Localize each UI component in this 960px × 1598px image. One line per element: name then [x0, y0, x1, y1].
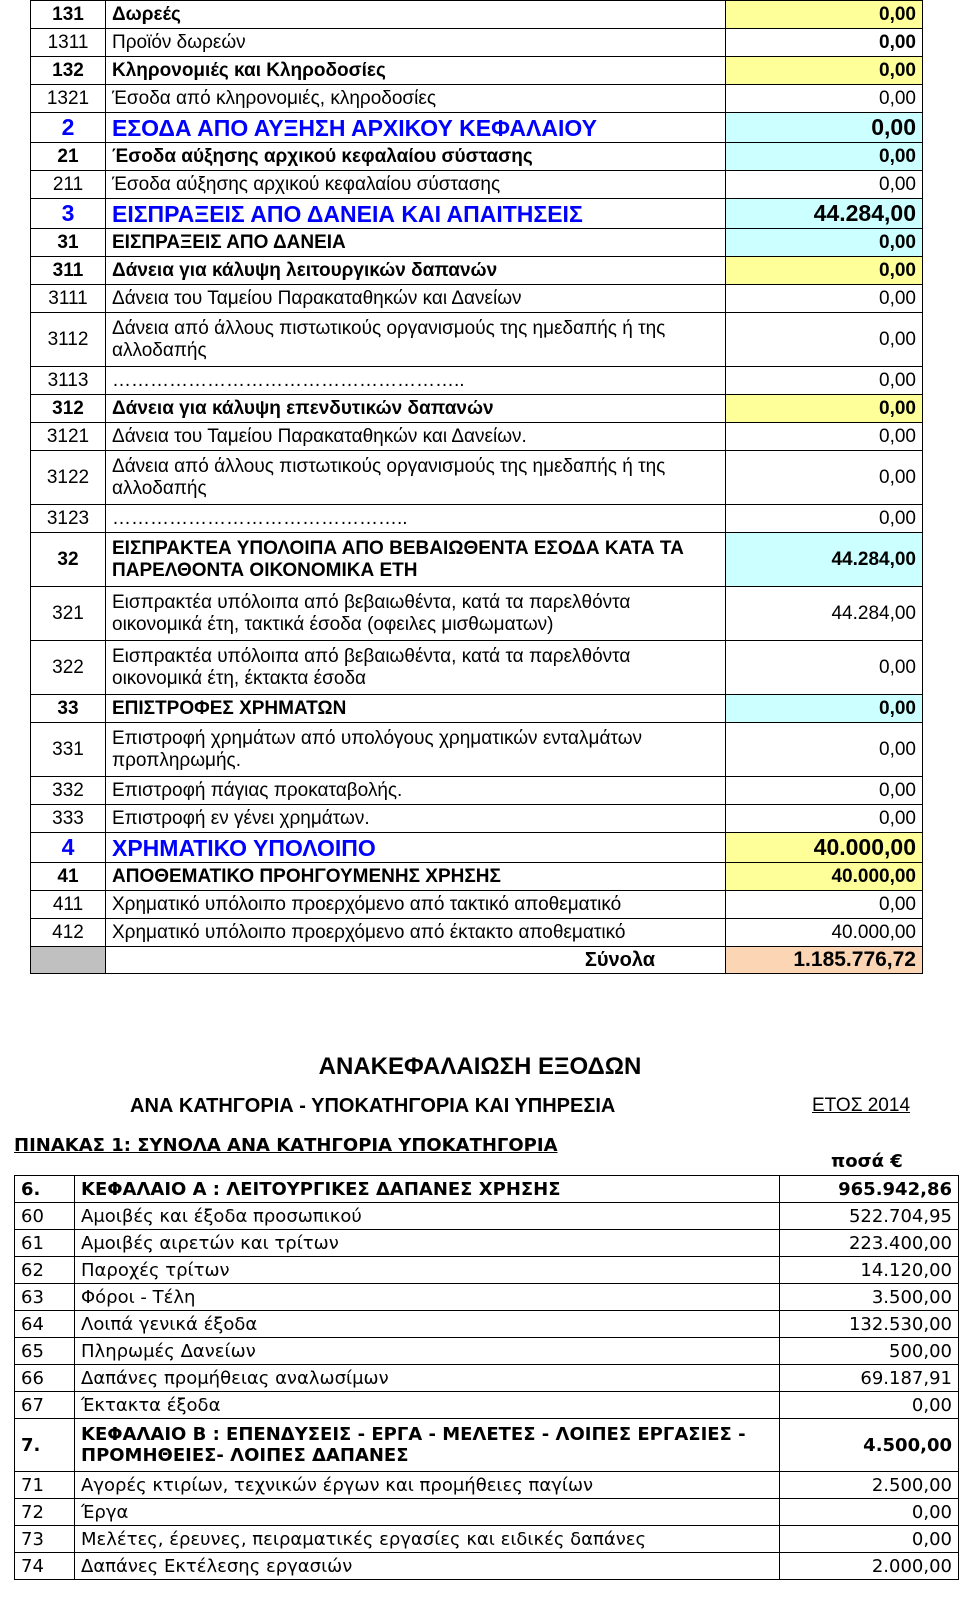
expense-row — [15, 1472, 959, 1499]
revenue-table — [30, 0, 923, 974]
revenue-code: 3123 — [31, 505, 106, 533]
revenue-code: 322 — [31, 641, 106, 695]
revenue-value: 0,00 — [726, 229, 923, 257]
expense-description: Δαπάνες Εκτέλεσης εργασιών — [75, 1553, 780, 1580]
expense-row — [15, 1176, 959, 1203]
expense-code: 61 — [15, 1230, 75, 1257]
revenue-row — [31, 199, 923, 229]
expense-row — [15, 1526, 959, 1553]
revenue-description: Δάνεια του Ταμείου Παρακαταθηκών και Δανείων — [106, 285, 726, 313]
revenue-code: 4 — [31, 833, 106, 863]
revenue-code: 331 — [31, 723, 106, 777]
revenue-description: ΕΠΙΣΤΡΟΦΕΣ ΧΡΗΜΑΤΩΝ — [106, 695, 726, 723]
expense-code: 60 — [15, 1203, 75, 1230]
revenue-description: ΕΙΣΠΡΑΞΕΙΣ ΑΠΟ ΔΑΝΕΙΑ — [106, 229, 726, 257]
revenue-description: ΑΠΟΘΕΜΑΤΙΚΟ ΠΡΟΗΓΟΥΜΕΝΗΣ ΧΡΗΣΗΣ — [106, 863, 726, 891]
expense-description: Αγορές κτιρίων, τεχνικών έργων και προμήθειες παγίων — [75, 1472, 780, 1499]
revenue-value: 0,00 — [726, 113, 923, 143]
expense-description: Έκτακτα έξοδα — [75, 1392, 780, 1419]
revenue-row — [31, 367, 923, 395]
revenue-row — [31, 229, 923, 257]
expense-code: 66 — [15, 1365, 75, 1392]
revenue-value: 0,00 — [726, 891, 923, 919]
revenue-value: 44.284,00 — [726, 533, 923, 587]
revenue-row — [31, 723, 923, 777]
revenue-value: 0,00 — [726, 29, 923, 57]
expense-value: 69.187,91 — [780, 1365, 959, 1392]
revenue-row — [31, 919, 923, 947]
revenue-row — [31, 805, 923, 833]
revenue-description: Επιστροφή πάγιας προκαταβολής. — [106, 777, 726, 805]
revenue-code: 132 — [31, 57, 106, 85]
revenue-code: 312 — [31, 395, 106, 423]
expense-code: 74 — [15, 1553, 75, 1580]
revenue-code: 3112 — [31, 313, 106, 367]
summary-year: ΕΤΟΣ 2014 — [812, 1095, 911, 1116]
revenue-code: 3122 — [31, 451, 106, 505]
revenue-description: ……………………………………………….. — [106, 367, 726, 395]
revenue-row — [31, 833, 923, 863]
expense-row — [15, 1553, 959, 1580]
revenue-description: Χρηματικό υπόλοιπο προερχόμενο από τακτικό αποθεματικό — [106, 891, 726, 919]
expense-row — [15, 1419, 959, 1472]
expense-value: 132.530,00 — [780, 1311, 959, 1338]
expense-value: 0,00 — [780, 1392, 959, 1419]
expense-value: 3.500,00 — [780, 1284, 959, 1311]
revenue-value: 40.000,00 — [726, 863, 923, 891]
revenue-value: 0,00 — [726, 395, 923, 423]
revenue-value: 44.284,00 — [726, 587, 923, 641]
revenue-value: 0,00 — [726, 805, 923, 833]
expense-code: 65 — [15, 1338, 75, 1365]
expense-value: 965.942,86 — [780, 1176, 959, 1203]
expense-row — [15, 1499, 959, 1526]
expense-row — [15, 1257, 959, 1284]
revenue-value: 0,00 — [726, 57, 923, 85]
revenue-value: 40.000,00 — [726, 919, 923, 947]
revenue-row — [31, 171, 923, 199]
revenue-value: 0,00 — [726, 367, 923, 395]
revenue-description: ΕΙΣΠΡΑΚΤΕΑ ΥΠΟΛΟΙΠΑ ΑΠΟ ΒΕΒΑΙΩΘΕΝΤΑ ΕΣΟΔΑ ΚΑΤΑ ΤΑ ΠΑΡΕΛΘΟΝΤΑ ΟΙΚΟΝΟΜΙΚΑ ΕΤΗ — [106, 533, 726, 587]
revenue-code: 3111 — [31, 285, 106, 313]
revenue-description: Δάνεια από άλλους πιστωτικούς οργανισμούς της ημεδαπής ή της αλλοδαπής — [106, 313, 726, 367]
expense-description: Έργα — [75, 1499, 780, 1526]
revenue-row — [31, 641, 923, 695]
revenue-description: Δωρεές — [106, 1, 726, 29]
expense-description: ΚΕΦΑΛΑΙΟ Β : ΕΠΕΝΔΥΣΕΙΣ - ΕΡΓΑ - ΜΕΛΕΤΕΣ - ΛΟΙΠΕΣ ΕΡΓΑΣΙΕΣ - ΠΡΟΜΗΘΕΙΕΣ- ΛΟΙΠΕΣ ΔΑΠΑΝΕΣ — [75, 1419, 780, 1472]
revenue-row — [31, 863, 923, 891]
expense-code: 71 — [15, 1472, 75, 1499]
expense-value: 4.500,00 — [780, 1419, 959, 1472]
revenue-description: Έσοδα αύξησης αρχικού κεφαλαίου σύστασης — [106, 171, 726, 199]
expense-code: 63 — [15, 1284, 75, 1311]
expense-value: 223.400,00 — [780, 1230, 959, 1257]
expense-description: Δαπάνες προμήθειας αναλωσίμων — [75, 1365, 780, 1392]
revenue-description: ΧΡΗΜΑΤΙΚΟ ΥΠΟΛΟΙΠΟ — [106, 833, 726, 863]
revenue-code: 131 — [31, 1, 106, 29]
expense-description: Πληρωμές Δανείων — [75, 1338, 780, 1365]
expense-description: Αμοιβές και έξοδα προσωπικού — [75, 1203, 780, 1230]
revenue-description: ΕΙΣΠΡΑΞΕΙΣ ΑΠΟ ΔΑΝΕΙΑ ΚΑΙ ΑΠΑΙΤΗΣΕΙΣ — [106, 199, 726, 229]
expense-row — [15, 1392, 959, 1419]
amount-header: ποσά € — [831, 1151, 903, 1172]
expense-code: 67 — [15, 1392, 75, 1419]
revenue-description: Επιστροφή εν γένει χρημάτων. — [106, 805, 726, 833]
revenue-code: 3 — [31, 199, 106, 229]
revenue-value: 0,00 — [726, 143, 923, 171]
expense-code: 73 — [15, 1526, 75, 1553]
expense-value: 2.500,00 — [780, 1472, 959, 1499]
revenue-row — [31, 57, 923, 85]
revenue-description: Χρηματικό υπόλοιπο προερχόμενο από έκτακτο αποθεματικό — [106, 919, 726, 947]
expense-code: 7. — [15, 1419, 75, 1472]
revenue-description: ……………………………………….. — [106, 505, 726, 533]
revenue-description: Εισπρακτέα υπόλοιπα από βεβαιωθέντα, κατά τα παρελθόντα οικονομικά έτη, τακτικά έσοδα (οφειλες μισθωματων) — [106, 587, 726, 641]
revenue-row — [31, 29, 923, 57]
revenue-value: 0,00 — [726, 641, 923, 695]
revenue-value: 40.000,00 — [726, 833, 923, 863]
revenue-code: 412 — [31, 919, 106, 947]
revenue-row — [31, 313, 923, 367]
revenue-description: Δάνεια από άλλους πιστωτικούς οργανισμούς της ημεδαπής ή της αλλοδαπής — [106, 451, 726, 505]
expense-code: 72 — [15, 1499, 75, 1526]
revenue-value: 0,00 — [726, 777, 923, 805]
revenue-row — [31, 285, 923, 313]
revenue-row — [31, 85, 923, 113]
revenue-code: 332 — [31, 777, 106, 805]
expense-row — [15, 1311, 959, 1338]
expense-description: Μελέτες, έρευνες, πειραματικές εργασίες και ειδικές δαπάνες — [75, 1526, 780, 1553]
totals-value: 1.185.776,72 — [726, 947, 923, 974]
revenue-description: ΕΣΟΔΑ ΑΠΟ ΑΥΞΗΣΗ ΑΡΧΙΚΟΥ ΚΕΦΑΛΑΙΟΥ — [106, 113, 726, 143]
revenue-code: 31 — [31, 229, 106, 257]
revenue-code: 211 — [31, 171, 106, 199]
revenue-code: 21 — [31, 143, 106, 171]
expense-code: 64 — [15, 1311, 75, 1338]
revenue-row — [31, 587, 923, 641]
expense-row — [15, 1203, 959, 1230]
expense-row — [15, 1338, 959, 1365]
expense-value: 14.120,00 — [780, 1257, 959, 1284]
expense-description: Λοιπά γενικά έξοδα — [75, 1311, 780, 1338]
revenue-code: 3113 — [31, 367, 106, 395]
revenue-value: 0,00 — [726, 423, 923, 451]
revenue-row — [31, 891, 923, 919]
expense-value: 0,00 — [780, 1499, 959, 1526]
expense-row — [15, 1284, 959, 1311]
revenue-description: Εισπρακτέα υπόλοιπα από βεβαιωθέντα, κατά τα παρελθόντα οικονομικά έτη, έκτακτα έσοδα — [106, 641, 726, 695]
revenue-description: Προϊόν δωρεών — [106, 29, 726, 57]
revenue-value: 0,00 — [726, 171, 923, 199]
revenue-value: 0,00 — [726, 85, 923, 113]
revenue-code: 3121 — [31, 423, 106, 451]
totals-label: Σύνολα — [106, 947, 726, 974]
expense-value: 522.704,95 — [780, 1203, 959, 1230]
expense-description: Παροχές τρίτων — [75, 1257, 780, 1284]
revenue-code: 33 — [31, 695, 106, 723]
totals-code-cell — [31, 947, 106, 974]
revenue-code: 32 — [31, 533, 106, 587]
revenue-row — [31, 777, 923, 805]
revenue-code: 41 — [31, 863, 106, 891]
expense-code: 6. — [15, 1176, 75, 1203]
revenue-row — [31, 113, 923, 143]
revenue-row — [31, 695, 923, 723]
revenue-description: Δάνεια για κάλυψη λειτουργικών δαπανών — [106, 257, 726, 285]
revenue-row — [31, 533, 923, 587]
expense-description: ΚΕΦΑΛΑΙΟ Α : ΛΕΙΤΟΥΡΓΙΚΕΣ ΔΑΠΑΝΕΣ ΧΡΗΣΗΣ — [75, 1176, 780, 1203]
revenue-description: Κληρονομιές και Κληροδοσίες — [106, 57, 726, 85]
revenue-code: 333 — [31, 805, 106, 833]
revenue-code: 2 — [31, 113, 106, 143]
revenue-row — [31, 395, 923, 423]
totals-row — [31, 947, 923, 974]
revenue-description: Δάνεια του Ταμείου Παρακαταθηκών και Δανείων. — [106, 423, 726, 451]
revenue-row — [31, 505, 923, 533]
expense-value: 0,00 — [780, 1526, 959, 1553]
revenue-row — [31, 257, 923, 285]
revenue-value: 44.284,00 — [726, 199, 923, 229]
revenue-value: 0,00 — [726, 505, 923, 533]
revenue-description: Έσοδα αύξησης αρχικού κεφαλαίου σύστασης — [106, 143, 726, 171]
revenue-value: 0,00 — [726, 285, 923, 313]
expense-value: 2.000,00 — [780, 1553, 959, 1580]
revenue-value: 0,00 — [726, 695, 923, 723]
expense-value: 500,00 — [780, 1338, 959, 1365]
revenue-value: 0,00 — [726, 257, 923, 285]
revenue-row — [31, 143, 923, 171]
revenue-description: Επιστροφή χρημάτων από υπολόγους χρηματικών ενταλμάτων προπληρωμής. — [106, 723, 726, 777]
summary-subtitle: ΑΝΑ ΚΑΤΗΓΟΡΙΑ - ΥΠΟΚΑΤΗΓΟΡΙΑ ΚΑΙ ΥΠΗΡΕΣΙΑ — [130, 1095, 616, 1117]
revenue-code: 311 — [31, 257, 106, 285]
revenue-code: 411 — [31, 891, 106, 919]
revenue-value: 0,00 — [726, 451, 923, 505]
expense-description: Φόροι - Τέλη — [75, 1284, 780, 1311]
revenue-value: 0,00 — [726, 313, 923, 367]
summary-title: ΑΝΑΚΕΦΑΛΑΙΩΣΗ ΕΞΟΔΩΝ — [318, 1053, 642, 1080]
revenue-value: 0,00 — [726, 1, 923, 29]
revenue-value: 0,00 — [726, 723, 923, 777]
revenue-code: 1321 — [31, 85, 106, 113]
expense-row — [15, 1365, 959, 1392]
revenue-description: Έσοδα από κληρονομιές, κληροδοσίες — [106, 85, 726, 113]
revenue-code: 321 — [31, 587, 106, 641]
revenue-row — [31, 423, 923, 451]
revenue-code: 1311 — [31, 29, 106, 57]
expense-description: Αμοιβές αιρετών και τρίτων — [75, 1230, 780, 1257]
expense-code: 62 — [15, 1257, 75, 1284]
revenue-description: Δάνεια για κάλυψη επενδυτικών δαπανών — [106, 395, 726, 423]
expense-row — [15, 1230, 959, 1257]
table-caption: ΠΙΝΑΚΑΣ 1: ΣΥΝΟΛΑ ΑΝΑ ΚΑΤΗΓΟΡΙΑ ΥΠΟΚΑΤΗΓΟΡΙΑ — [14, 1135, 558, 1156]
expenses-table — [14, 1175, 959, 1580]
revenue-row — [31, 1, 923, 29]
revenue-row — [31, 451, 923, 505]
